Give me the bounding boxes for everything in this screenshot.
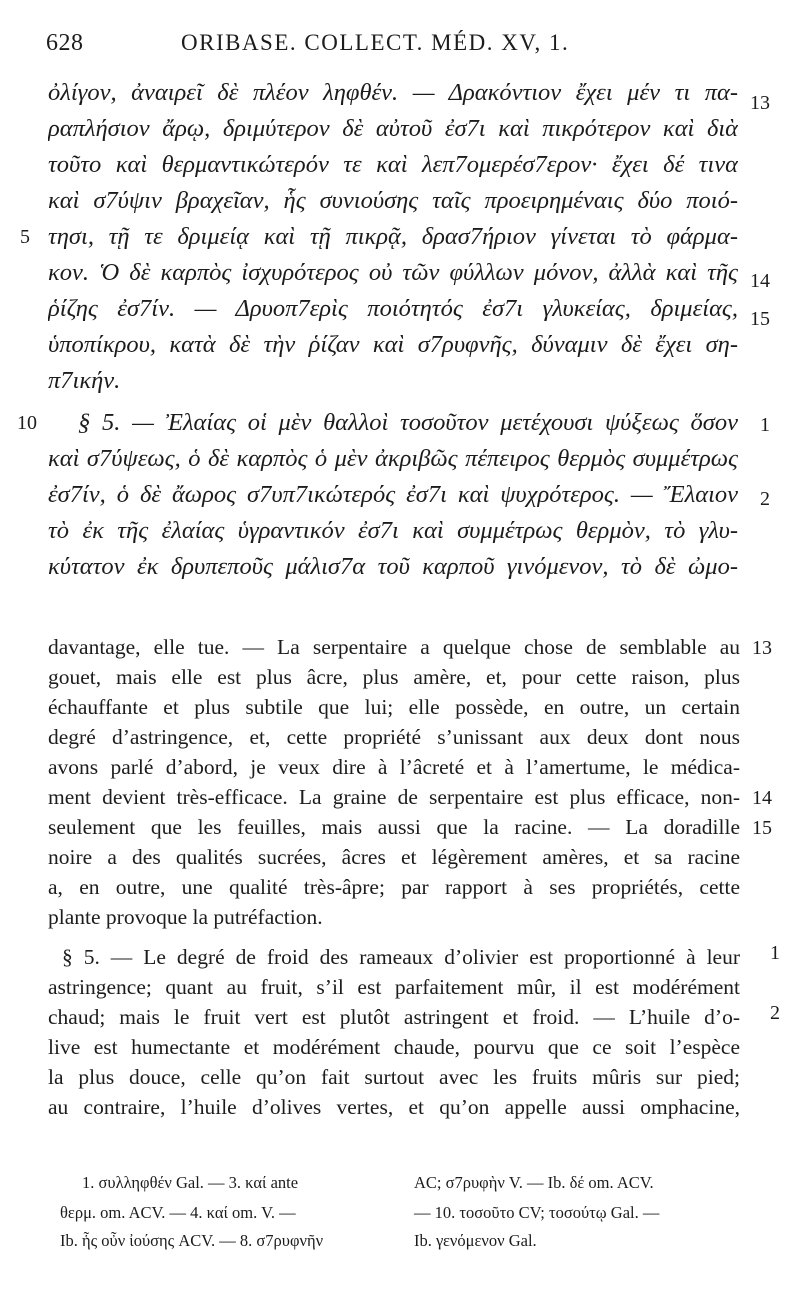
- page-header: [46, 30, 646, 64]
- running-title: ORIBASE. COLLECT. MÉD. XV, 1.: [181, 30, 570, 55]
- french-line: seulement que les feuilles, mais aussi que la racine. — La doradille: [48, 815, 740, 839]
- page-number: 628: [46, 30, 84, 56]
- greek-line: καὶ σ7ύψιν βραχεῖαν, ἧς συνιούσης ταῖς προειρημέναις δύο ποιό-: [48, 187, 738, 214]
- greek-line: ὑποπίκρου, κατὰ δὲ τὴν ῥίζαν καὶ σ7ρυφνῆς, δύναμιν δὲ ἔχει ση-: [48, 331, 738, 358]
- french-line: a, en outre, une qualité très-âpre; par rapport à ses propriétés, cette: [48, 875, 740, 899]
- section-number-right: 2: [760, 488, 770, 510]
- line-number-left: 5: [20, 226, 30, 248]
- greek-line: ὀλίγον, ἀναιρεῖ δὲ πλέον ληφθέν. — Δρακόντιον ἔχει μέν τι πα-: [48, 79, 738, 106]
- footnote-line: θερμ. om. ACV. — 4. καί om. V. —: [60, 1203, 296, 1222]
- greek-line: ραπλήσιον ἄρῳ, δριμύτερον δὲ αὐτοῦ ἐσ7ι καὶ πικρότερον καὶ διὰ: [48, 115, 738, 142]
- footnote-line: 1. συλληφθέν Gal. — 3. καί ante: [82, 1173, 299, 1192]
- french-line: degré d’astringence, et, cette propriété s’unissant aux deux dont nous: [48, 725, 740, 749]
- section-number-right: 13: [752, 637, 772, 659]
- footnote-line: — 10. τοσοῦτο CV; τοσούτῳ Gal. —: [414, 1203, 660, 1222]
- footnote-line: AC; σ7ρυφὴν V. — Ib. δέ om. ACV.: [414, 1173, 654, 1192]
- footnote-line: Ib. γενόμενον Gal.: [414, 1231, 537, 1250]
- greek-line: τοῦτο καὶ θερμαντικώτερόν τε καὶ λεπ7ομερέσ7ερον· ἔχει δέ τινα: [48, 151, 738, 178]
- greek-line: τησι, τῇ τε δριμείᾳ καὶ τῇ πικρᾷ, δρασ7ήριον γίνεται τὸ φάρμα-: [48, 223, 738, 250]
- french-line: live est humectante et modérément chaude, pourvu que ce soit l’espèce: [48, 1035, 740, 1059]
- greek-line: κον. Ὁ δὲ καρπὸς ἰσχυρότερος οὐ τῶν φύλλων μόνον, ἀλλὰ καὶ τῆς: [48, 259, 738, 286]
- footnote-line: Ib. ἧς οὖν ἰούσης ACV. — 8. σ7ρυφνῆν: [60, 1231, 324, 1250]
- greek-line: π7ικήν.: [48, 367, 121, 394]
- greek-line: κύτατον ἐκ δρυπεποῦς μάλισ7α τοῦ καρποῦ γινόμενον, τὸ δὲ ὠμο-: [48, 553, 738, 580]
- section-number-right: 14: [752, 787, 772, 809]
- french-line: la plus douce, celle qu’on fait surtout avec les fruits mûris sur pied;: [48, 1065, 740, 1089]
- french-line: échauffante et plus subtile que lui; elle possède, en outre, un certain: [48, 695, 740, 719]
- section-number-right: 1: [770, 942, 780, 964]
- greek-line: καὶ σ7ύψεως, ὁ δὲ καρπὸς ὁ μὲν ἀκριβῶς πέπειρος θερμὸς συμμέτρως: [48, 445, 738, 472]
- french-line: noire a des qualités sucrées, âcres et légèrement amères, et sa racine: [48, 845, 740, 869]
- section-number-right: 15: [750, 308, 770, 330]
- section-number-right: 13: [750, 92, 770, 114]
- line-number-left: 10: [17, 412, 37, 434]
- greek-line: τὸ ἐκ τῆς ἐλαίας ὑγραντικόν ἐσ7ι καὶ συμμέτρως θερμὸν, τὸ γλυ-: [48, 517, 738, 544]
- french-line: au contraire, l’huile d’olives vertes, et qu’on appelle aussi omphacine,: [48, 1095, 740, 1119]
- section-number-right: 14: [750, 270, 770, 292]
- french-line: plante provoque la putréfaction.: [48, 905, 323, 929]
- french-line: avons parlé d’abord, je veux dire à l’âcreté et à l’amertume, le médica-: [48, 755, 740, 779]
- french-line: ment devient très-efficace. La graine de serpentaire est plus efficace, non-: [48, 785, 740, 809]
- greek-line: ἐσ7ίν, ὁ δὲ ἄωρος σ7υπ7ικώτερός ἐσ7ι καὶ ψυχρότερος. — Ἔλαιον: [48, 481, 738, 508]
- section-number-right: 15: [752, 817, 772, 839]
- french-line: davantage, elle tue. — La serpentaire a quelque chose de semblable au: [48, 635, 740, 659]
- french-line: chaud; mais le fruit vert est plutôt astringent et froid. — L’huile d’o-: [48, 1005, 740, 1029]
- section-number-right: 1: [760, 414, 770, 436]
- french-line: § 5. — Le degré de froid des rameaux d’olivier est proportionné à leur: [62, 945, 740, 969]
- french-line: gouet, mais elle est plus âcre, plus amère, et, pour cette raison, plus: [48, 665, 740, 689]
- french-line: astringence; quant au fruit, s’il est parfaitement mûr, il est modérément: [48, 975, 740, 999]
- greek-line: ῥίζης ἐσ7ίν. — Δρυοπ7ερὶς ποιότητός ἐσ7ι γλυκείας, δριμείας,: [48, 295, 738, 322]
- section-number-right: 2: [770, 1002, 780, 1024]
- greek-line: § 5. — Ἐλαίας οἱ μὲν θαλλοὶ τοσοῦτον μετέχουσι ψύξεως ὅσον: [78, 409, 738, 436]
